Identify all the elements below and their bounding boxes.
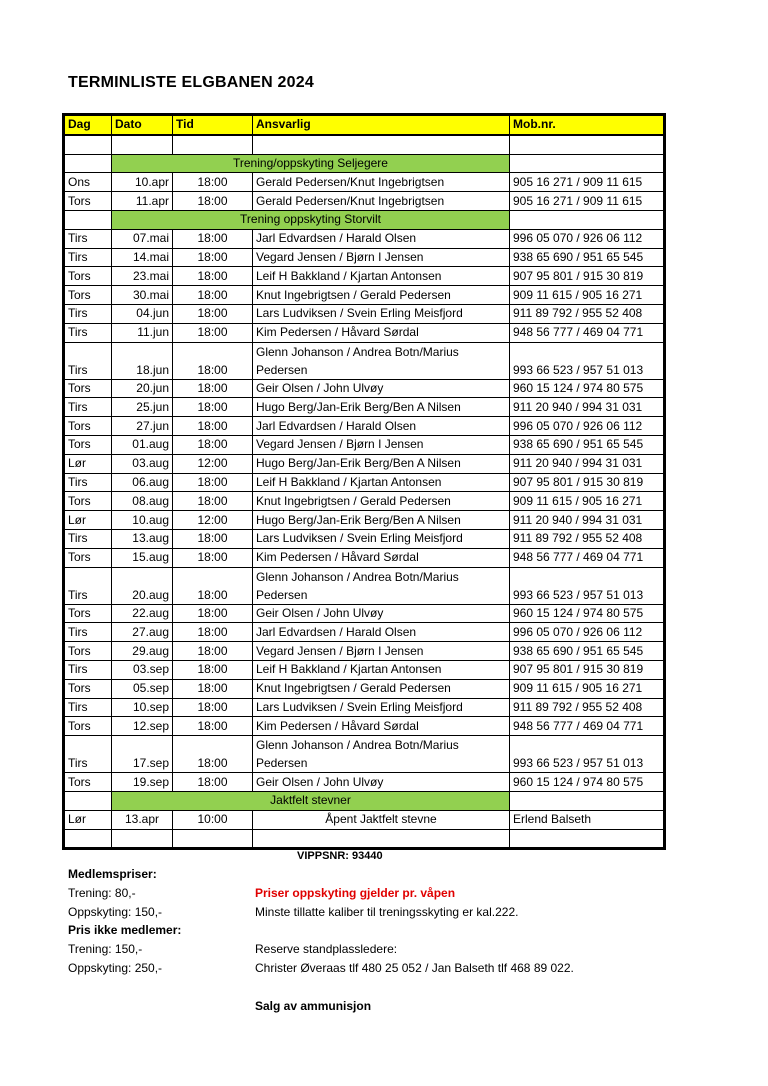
blank-row (65, 135, 664, 154)
cell-tid: 18:00 (173, 623, 253, 642)
cell-mob: 960 15 124 / 974 80 575 (510, 604, 664, 623)
cell-mob: 911 89 792 / 955 52 408 (510, 304, 664, 323)
cell-tid: 18:00 (173, 473, 253, 492)
cell-tid: 18:00 (173, 323, 253, 342)
ansvarlig-line-2: Pedersen (256, 362, 308, 377)
cell-ansvarlig: Gerald Pedersen/Knut Ingebrigtsen (253, 192, 510, 211)
cell-dato: 22.aug (112, 604, 173, 623)
cell-dag: Tirs (65, 473, 112, 492)
table-row (65, 773, 664, 792)
cell-mob: 993 66 523 / 957 51 013 (510, 567, 664, 604)
cell-dato: 17.sep (112, 736, 173, 773)
table-row (65, 717, 664, 736)
ansvarlig-line-2: Pedersen (256, 587, 308, 602)
cell-tid: 18:00 (173, 173, 253, 192)
cell-dato: 05.sep (112, 679, 173, 698)
cell-ansvarlig: Leif H Bakkland / Kjartan Antonsen (253, 473, 510, 492)
table-row (65, 304, 664, 323)
cell-mob: Erlend Balseth (510, 810, 664, 829)
cell-ansvarlig: Gerald Pedersen/Knut Ingebrigtsen (253, 173, 510, 192)
cell-dag: Tors (65, 548, 112, 567)
cell-tid: 18:00 (173, 660, 253, 679)
cell-tid: 18:00 (173, 698, 253, 717)
cell-dag: Ons (65, 173, 112, 192)
cell-dato: 13.aug (112, 529, 173, 548)
cell-mob: 938 65 690 / 951 65 545 (510, 248, 664, 267)
cell-dag: Tors (65, 642, 112, 661)
table-row (65, 548, 664, 567)
cell-ansvarlig: Hugo Berg/Jan-Erik Berg/Ben A Nilsen (253, 398, 510, 417)
cell-ansvarlig: Kim Pedersen / Håvard Sørdal (253, 548, 510, 567)
cell-mob: 993 66 523 / 957 51 013 (510, 342, 664, 379)
cell-mob: 948 56 777 / 469 04 771 (510, 548, 664, 567)
cell-tid: 18:00 (173, 192, 253, 211)
cell-tid: 18:00 (173, 229, 253, 248)
cell-ansvarlig: Åpent Jaktfelt stevne (253, 810, 510, 829)
table-row (65, 267, 664, 286)
empty-cell (65, 210, 112, 229)
cell-dag: Tirs (65, 342, 112, 379)
cell-dag: Lør (65, 810, 112, 829)
table-row (65, 379, 664, 398)
cell-ansvarlig: Geir Olsen / John Ulvøy (253, 604, 510, 623)
table-row (65, 623, 664, 642)
cell-dag: Tors (65, 773, 112, 792)
cell-tid: 18:00 (173, 492, 253, 511)
cell-dato: 11.apr (112, 192, 173, 211)
cell-tid: 18:00 (173, 304, 253, 323)
cell-dato: 08.aug (112, 492, 173, 511)
cell-ansvarlig: Hugo Berg/Jan-Erik Berg/Ben A Nilsen (253, 454, 510, 473)
empty-cell (173, 829, 253, 848)
cell-dato: 13.apr (112, 810, 173, 829)
table-row (65, 679, 664, 698)
cell-dato: 01.aug (112, 435, 173, 454)
cell-tid: 18:00 (173, 379, 253, 398)
cell-ansvarlig: Kim Pedersen / Håvard Sørdal (253, 323, 510, 342)
cell-dag: Tors (65, 417, 112, 436)
cell-ansvarlig: Vegard Jensen / Bjørn I Jensen (253, 435, 510, 454)
cell-dato: 19.sep (112, 773, 173, 792)
empty-cell (510, 829, 664, 848)
empty-cell (253, 135, 510, 154)
cell-dato: 03.sep (112, 660, 173, 679)
cell-tid: 18:00 (173, 417, 253, 436)
cell-ansvarlig: Hugo Berg/Jan-Erik Berg/Ben A Nilsen (253, 511, 510, 530)
nonmembers-heading: Pris ikke medlemer: (68, 923, 182, 937)
table-row (65, 660, 664, 679)
cell-ansvarlig: Geir Olsen / John Ulvøy (253, 379, 510, 398)
cell-dato: 07.mai (112, 229, 173, 248)
section-row (65, 210, 664, 229)
empty-cell (510, 210, 664, 229)
cell-dato: 27.aug (112, 623, 173, 642)
cell-mob: 993 66 523 / 957 51 013 (510, 736, 664, 773)
nonmembers-shooting-price: Oppskyting: 250,- (68, 961, 163, 975)
cell-ansvarlig: Knut Ingebrigtsen / Gerald Pedersen (253, 679, 510, 698)
ansvarlig-line-1: Glenn Johanson / Andrea Botn/Marius (256, 738, 459, 753)
header-mob: Mob.nr. (510, 116, 664, 135)
cell-dato: 30.mai (112, 286, 173, 305)
cell-ansvarlig: Jarl Edvardsen / Harald Olsen (253, 229, 510, 248)
cell-dag: Lør (65, 454, 112, 473)
cell-dato: 27.jun (112, 417, 173, 436)
page-title: TERMINLISTE ELGBANEN 2024 (68, 74, 314, 91)
cell-dag: Tors (65, 379, 112, 398)
table-row (65, 567, 664, 604)
empty-cell (173, 135, 253, 154)
header-tid: Tid (173, 116, 253, 135)
table-row (65, 192, 664, 211)
header-dato: Dato (112, 116, 173, 135)
ansvarlig-line-1: Glenn Johanson / Andrea Botn/Marius (256, 344, 459, 359)
empty-cell (510, 135, 664, 154)
table-header-row (65, 116, 664, 135)
cell-mob: 909 11 615 / 905 16 271 (510, 492, 664, 511)
header-dag: Dag (65, 116, 112, 135)
header-ansvarlig: Ansvarlig (253, 116, 510, 135)
table-row (65, 492, 664, 511)
cell-dato: 20.jun (112, 379, 173, 398)
cell-dag: Tirs (65, 623, 112, 642)
cell-dato: 10.aug (112, 511, 173, 530)
cell-ansvarlig (253, 736, 510, 773)
cell-mob: 911 89 792 / 955 52 408 (510, 698, 664, 717)
blank-row (65, 829, 664, 848)
ansvarlig-line-1: Glenn Johanson / Andrea Botn/Marius (256, 569, 459, 584)
empty-cell (253, 829, 510, 848)
cell-dag: Tors (65, 717, 112, 736)
cell-dato: 10.apr (112, 173, 173, 192)
cell-dag: Lør (65, 511, 112, 530)
table-row (65, 248, 664, 267)
cell-dag: Tirs (65, 698, 112, 717)
cell-mob: 911 89 792 / 955 52 408 (510, 529, 664, 548)
cell-tid: 18:00 (173, 604, 253, 623)
vipps-number: VIPPSNR: 93440 (297, 850, 383, 862)
table-row (65, 529, 664, 548)
cell-dag: Tors (65, 267, 112, 286)
cell-tid: 18:00 (173, 267, 253, 286)
table-row (65, 229, 664, 248)
cell-tid: 18:00 (173, 642, 253, 661)
cell-dag: Tors (65, 192, 112, 211)
cell-dato: 14.mai (112, 248, 173, 267)
nonmembers-training-price: Trening: 150,- (68, 942, 143, 956)
cell-dag: Tors (65, 679, 112, 698)
cell-mob: 960 15 124 / 974 80 575 (510, 379, 664, 398)
cell-tid: 18:00 (173, 773, 253, 792)
cell-mob: 905 16 271 / 909 11 615 (510, 192, 664, 211)
cell-ansvarlig: Lars Ludviksen / Svein Erling Meisfjord (253, 529, 510, 548)
section-row (65, 791, 664, 810)
cell-dato: 23.mai (112, 267, 173, 286)
cell-mob: 905 16 271 / 909 11 615 (510, 173, 664, 192)
cell-dag: Tirs (65, 304, 112, 323)
table-row (65, 698, 664, 717)
cell-dag: Tirs (65, 736, 112, 773)
cell-mob: 948 56 777 / 469 04 771 (510, 717, 664, 736)
cell-ansvarlig: Leif H Bakkland / Kjartan Antonsen (253, 267, 510, 286)
cell-ansvarlig: Kim Pedersen / Håvard Sørdal (253, 717, 510, 736)
members-heading: Medlemspriser: (68, 867, 157, 881)
reserve-heading: Reserve standplassledere: (255, 942, 398, 956)
empty-cell (510, 791, 664, 810)
cell-ansvarlig: Leif H Bakkland / Kjartan Antonsen (253, 660, 510, 679)
empty-cell (65, 135, 112, 154)
cell-mob: 960 15 124 / 974 80 575 (510, 773, 664, 792)
cell-dato: 03.aug (112, 454, 173, 473)
cell-ansvarlig: Vegard Jensen / Bjørn I Jensen (253, 248, 510, 267)
cell-dato: 18.jun (112, 342, 173, 379)
table-row (65, 173, 664, 192)
table-row (65, 435, 664, 454)
table-row (65, 454, 664, 473)
table-row (65, 511, 664, 530)
section-row (65, 154, 664, 173)
section-label: Trening/oppskyting Seljegere (112, 154, 510, 173)
cell-mob: 948 56 777 / 469 04 771 (510, 323, 664, 342)
empty-cell (65, 791, 112, 810)
cell-tid: 18:00 (173, 567, 253, 604)
cell-mob: 911 20 940 / 994 31 031 (510, 511, 664, 530)
cell-dato: 25.jun (112, 398, 173, 417)
table-row (65, 604, 664, 623)
empty-cell (112, 135, 173, 154)
cell-dato: 10.sep (112, 698, 173, 717)
cell-mob: 907 95 801 / 915 30 819 (510, 267, 664, 286)
cell-dato: 15.aug (112, 548, 173, 567)
cell-tid: 18:00 (173, 548, 253, 567)
table-row (65, 398, 664, 417)
cell-ansvarlig: Lars Ludviksen / Svein Erling Meisfjord (253, 698, 510, 717)
cell-mob: 907 95 801 / 915 30 819 (510, 473, 664, 492)
cell-tid: 18:00 (173, 435, 253, 454)
cell-dag: Tirs (65, 529, 112, 548)
cell-tid: 18:00 (173, 248, 253, 267)
cell-tid: 10:00 (173, 810, 253, 829)
cell-dato: 06.aug (112, 473, 173, 492)
cell-ansvarlig: Knut Ingebrigtsen / Gerald Pedersen (253, 492, 510, 511)
members-shooting-price: Oppskyting: 150,- (68, 905, 163, 919)
cell-dag: Tirs (65, 248, 112, 267)
cell-dato: 11.jun (112, 323, 173, 342)
ansvarlig-line-2: Pedersen (256, 756, 308, 771)
table-row (65, 342, 664, 379)
cell-tid: 18:00 (173, 398, 253, 417)
cell-tid: 18:00 (173, 529, 253, 548)
cell-dag: Tors (65, 435, 112, 454)
empty-cell (112, 829, 173, 848)
cell-dag: Tirs (65, 398, 112, 417)
event-row (65, 810, 664, 829)
cell-dato: 04.jun (112, 304, 173, 323)
cell-mob: 996 05 070 / 926 06 112 (510, 417, 664, 436)
cell-ansvarlig: Knut Ingebrigtsen / Gerald Pedersen (253, 286, 510, 305)
table-row (65, 473, 664, 492)
cell-mob: 909 11 615 / 905 16 271 (510, 679, 664, 698)
cell-tid: 12:00 (173, 511, 253, 530)
caliber-note: Minste tillatte kaliber til treningsskyting er kal.222. (255, 905, 519, 919)
cell-dag: Tirs (65, 323, 112, 342)
cell-tid: 18:00 (173, 717, 253, 736)
cell-dato: 12.sep (112, 717, 173, 736)
reserve-names: Christer Øveraas tlf 480 25 052 / Jan Balseth tlf 468 89 022. (255, 961, 574, 975)
cell-ansvarlig: Vegard Jensen / Bjørn I Jensen (253, 642, 510, 661)
cell-tid: 18:00 (173, 342, 253, 379)
empty-cell (65, 154, 112, 173)
cell-dag: Tirs (65, 567, 112, 604)
table-row (65, 323, 664, 342)
cell-mob: 911 20 940 / 994 31 031 (510, 398, 664, 417)
cell-dag: Tors (65, 286, 112, 305)
cell-mob: 996 05 070 / 926 06 112 (510, 229, 664, 248)
cell-dato: 29.aug (112, 642, 173, 661)
cell-ansvarlig: Lars Ludviksen / Svein Erling Meisfjord (253, 304, 510, 323)
cell-dag: Tirs (65, 229, 112, 248)
cell-dag: Tors (65, 604, 112, 623)
section-label: Trening oppskyting Storvilt (112, 210, 510, 229)
cell-ansvarlig (253, 342, 510, 379)
table-row (65, 642, 664, 661)
cell-ansvarlig: Jarl Edvardsen / Harald Olsen (253, 623, 510, 642)
cell-dag: Tirs (65, 660, 112, 679)
cell-dag: Tors (65, 492, 112, 511)
cell-tid: 18:00 (173, 286, 253, 305)
empty-cell (65, 829, 112, 848)
cell-mob: 909 11 615 / 905 16 271 (510, 286, 664, 305)
cell-mob: 907 95 801 / 915 30 819 (510, 660, 664, 679)
schedule-table (64, 115, 664, 848)
members-training-price: Trening: 80,- (68, 886, 136, 900)
cell-tid: 18:00 (173, 736, 253, 773)
table-row (65, 736, 664, 773)
cell-tid: 12:00 (173, 454, 253, 473)
cell-ansvarlig: Jarl Edvardsen / Harald Olsen (253, 417, 510, 436)
cell-tid: 18:00 (173, 679, 253, 698)
empty-cell (510, 154, 664, 173)
ammo-sale: Salg av ammunisjon (255, 999, 372, 1013)
price-note: Priser oppskyting gjelder pr. våpen (255, 886, 456, 900)
cell-mob: 938 65 690 / 951 65 545 (510, 435, 664, 454)
section-label: Jaktfelt stevner (112, 791, 510, 810)
cell-mob: 996 05 070 / 926 06 112 (510, 623, 664, 642)
table-row (65, 286, 664, 305)
cell-mob: 911 20 940 / 994 31 031 (510, 454, 664, 473)
cell-dato: 20.aug (112, 567, 173, 604)
cell-ansvarlig: Geir Olsen / John Ulvøy (253, 773, 510, 792)
table-row (65, 417, 664, 436)
cell-ansvarlig (253, 567, 510, 604)
cell-mob: 938 65 690 / 951 65 545 (510, 642, 664, 661)
